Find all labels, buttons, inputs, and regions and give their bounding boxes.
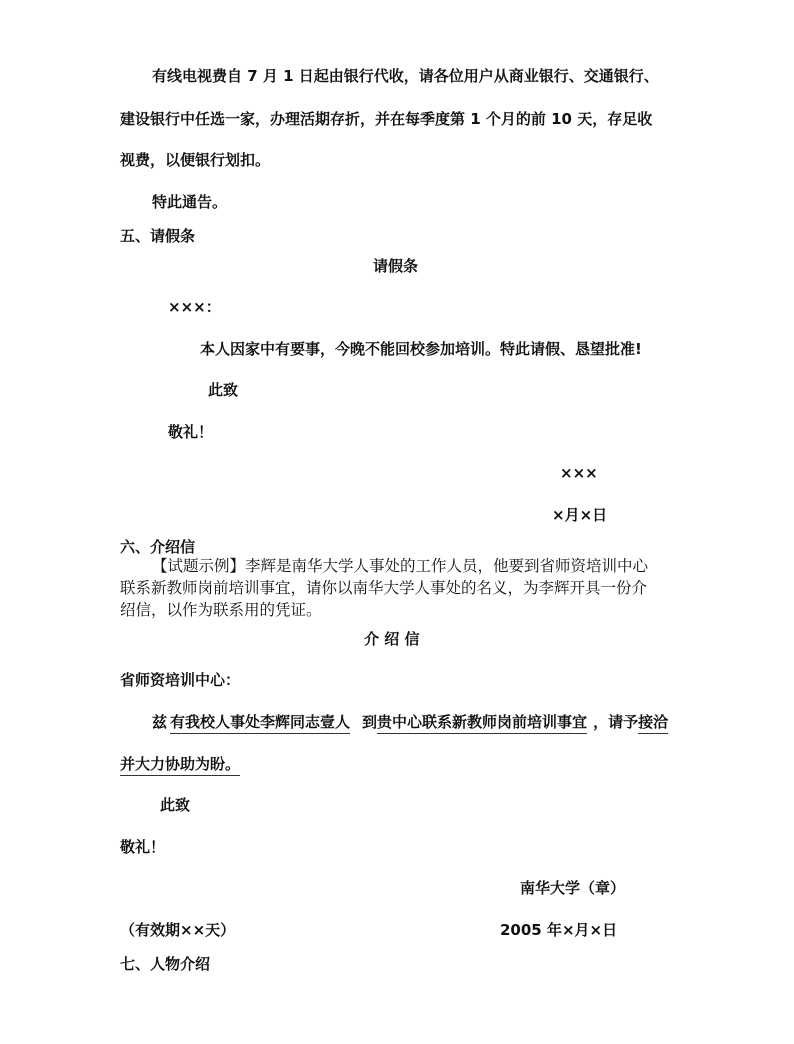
leave-note-signer: ××× — [560, 464, 598, 482]
section-5-heading: 五、请假条 — [120, 227, 196, 245]
leave-note-salutation: ×××： — [168, 298, 221, 316]
underlined-field-purpose: 贵中心联系新教师岗前培训事宜 — [377, 713, 587, 734]
intro-letter-title: 介 绍 信 — [364, 630, 420, 648]
intro-letter-salutation: 省师资培训中心： — [120, 671, 241, 689]
underlined-field-assist: 并大力协助为盼。 — [120, 755, 240, 776]
notice-line-2: 建设银行中任选一家，办理活期存折，并在每季度第 1 个月的前 10 天，存足收 — [120, 110, 653, 128]
intro-letter-cizhi: 此致 — [160, 796, 191, 814]
example-line-2: 联系新教师岗前培训事宜，请你以南华大学人事处的名义，为李辉开具一份介 — [120, 579, 648, 597]
intro-letter-body-line-2 — [120, 754, 240, 774]
underlined-field-jieqia: 接洽 — [638, 713, 668, 734]
body-mid-1: 到 — [362, 713, 378, 731]
leave-note-cizhi: 此致 — [208, 381, 239, 399]
body-mid-2: ，请予 — [593, 713, 639, 731]
section-7-heading: 七、人物介绍 — [120, 955, 211, 973]
intro-letter-date: 2005 年×月×日 — [500, 921, 618, 939]
notice-closing: 特此通告。 — [152, 193, 228, 211]
section-6-heading: 六、介绍信 — [120, 538, 196, 556]
example-line-3: 绍信，以作为联系用的凭证。 — [120, 601, 322, 619]
notice-line-1: 有线电视费自 7 月 1 日起由银行代收，请各位用户从商业银行、交通银行、 — [152, 67, 659, 85]
intro-letter-body-line-1 — [152, 712, 668, 732]
leave-note-jingli: 敬礼！ — [168, 423, 214, 441]
leave-note-body: 本人因家中有要事，今晚不能回校参加培训。特此请假、恳望批准! — [200, 340, 642, 358]
body-prefix: 兹 — [152, 713, 168, 731]
example-line-1: 【试题示例】李辉是南华大学人事处的工作人员，他要到省师资培训中心 — [152, 557, 649, 575]
intro-letter-signer: 南华大学（章） — [520, 879, 626, 897]
notice-line-3: 视费，以便银行划扣。 — [120, 151, 271, 169]
leave-note-date: ×月×日 — [552, 506, 608, 524]
intro-letter-validity: （有效期××天） — [120, 921, 236, 939]
leave-note-title: 请假条 — [373, 257, 419, 275]
intro-letter-jingli: 敬礼！ — [120, 838, 166, 856]
underlined-field-person: 有我校人事处李辉同志壹人 — [170, 713, 350, 734]
